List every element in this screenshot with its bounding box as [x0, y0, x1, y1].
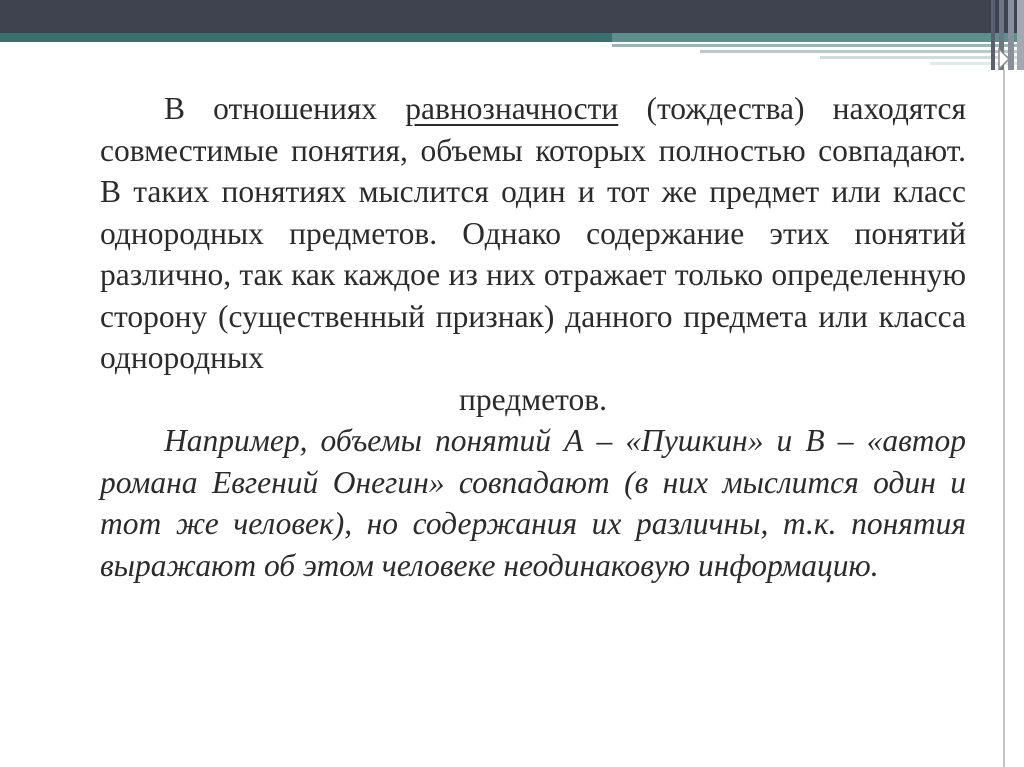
underlined-term: равнозначности [405, 91, 619, 126]
paragraph-lead: В отношениях [164, 91, 378, 126]
paragraph-definition [100, 88, 966, 379]
arrow-right-icon [996, 47, 1012, 71]
corner-bar [991, 0, 995, 70]
paragraph-last-line: предметов. [459, 381, 607, 417]
right-border-line [1003, 70, 1005, 767]
paragraph-text: (тождества) находятся совместимые понятия, объемы которых полностью совпадают. В таких понятиях мыслится один и тот же предмет или класс однородных предметов. Однако содержание этих понятий различно, так как каждое из них отражает только определенную сторону (существенный признак) данного предмета или класса однородных [100, 91, 967, 375]
corner-bar [1017, 0, 1024, 70]
header-stripe [700, 50, 1024, 53]
slide-body [100, 88, 966, 586]
header-stripe [612, 44, 1024, 47]
header-accent-bar-dark [0, 33, 612, 42]
header-bar [0, 0, 1024, 33]
paragraph-example: Например, объемы понятий А – «Пушкин» и В – «автор романа Евгений Онегин» совпадают (в них мыслится один и тот же человек), но содержания их различны, т.к. понятия выражают об этом человеке неодинаковую информацию. [100, 423, 966, 583]
